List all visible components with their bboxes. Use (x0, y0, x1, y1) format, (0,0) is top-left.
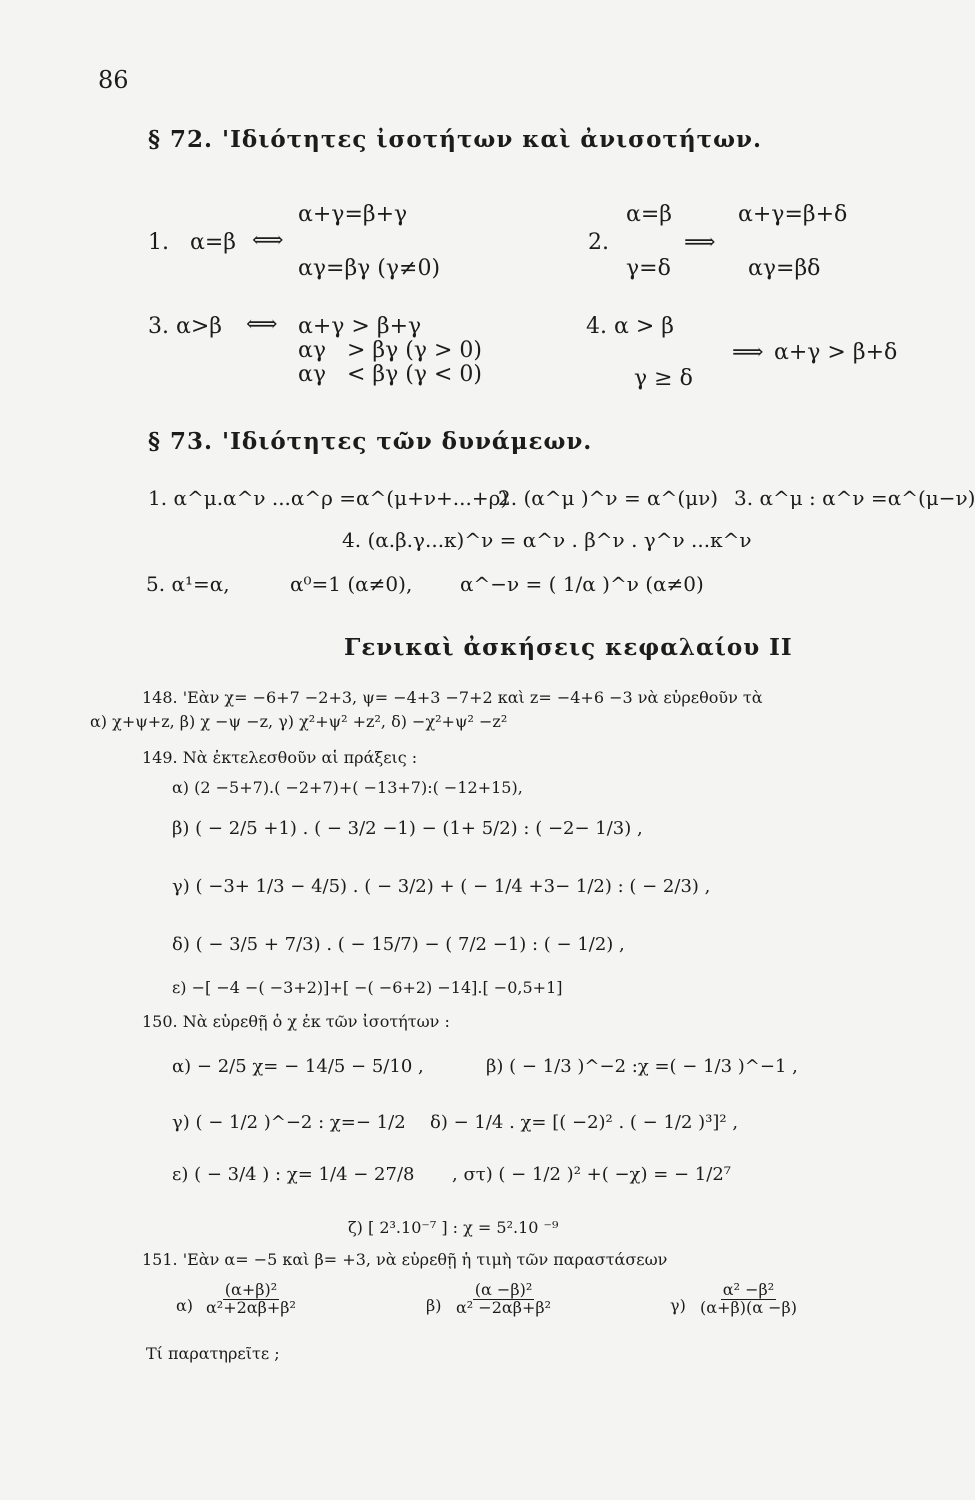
power-rule-5c: α^−ν = ( 1/α )^ν (α≠0) (460, 572, 704, 596)
prop3-line-2: αγ > βγ (γ > 0) (298, 338, 483, 363)
ex151-b-denominator: α² −2αβ+β² (456, 1297, 552, 1317)
ex150-z: ζ) [ 2³.10⁻⁷ ] : χ = 5².10 ⁻⁹ (348, 1218, 559, 1237)
prop1-bottom: αγ=βγ (γ≠0) (298, 256, 441, 281)
ex149-intro: 149. Νὰ ἐκτελεσθοῦν αἱ πράξεις : (142, 748, 418, 767)
prop2-number: 2. (588, 230, 609, 255)
implies-arrow-icon: ⟹ (732, 340, 764, 365)
prop3-lhs: 3. α>β (148, 314, 222, 339)
exercises-title: Γενικαὶ ἀσκήσεις κεφαλαίου II (344, 634, 793, 661)
prop1-number: 1. (148, 230, 169, 255)
prop2-bottom-right: αγ=βδ (748, 256, 821, 281)
ex150-d: δ) − 1/4 . χ= [( −2)² . ( − 1/2 )³]² , (430, 1112, 739, 1133)
section-72-title: § 72. 'Ιδιότητες ἰσοτήτων καὶ ἀνισοτήτων. (148, 126, 763, 153)
power-rule-5b: α⁰=1 (α≠0), (290, 572, 413, 596)
ex151-b-fraction (454, 1282, 553, 1317)
ex150-intro: 150. Νὰ εὑρεθῇ ὁ χ ἐκ τῶν ἰσοτήτων : (142, 1012, 450, 1031)
ex151-outro: Τί παρατηρεῖτε ; (146, 1344, 280, 1363)
ex151-g-denominator: (α+β)(α −β) (700, 1297, 797, 1317)
ex148-line-1: 148. 'Εὰν χ= −6+7 −2+3, ψ= −4+3 −7+2 καὶ z= −4+6 −3 νὰ εὑρεθοῦν τὰ (142, 688, 763, 707)
implies-arrow-icon: ⟹ (684, 230, 716, 255)
ex148-line-2: α) χ+ψ+z, β) χ −ψ −z, γ) χ²+ψ² +z², δ) −χ²+ψ² −z² (90, 712, 508, 731)
prop3-line-3: αγ < βγ (γ < 0) (298, 362, 483, 387)
prop4-line-2: γ ≥ δ (634, 366, 693, 391)
ex151-a-numerator: (α+β)² (224, 1280, 278, 1299)
prop2-bottom-left: γ=δ (626, 256, 671, 281)
ex149-d: δ) ( − 3/5 + 7/3) . ( − 15/7) − ( 7/2 −1) : ( − 1/2) , (172, 934, 625, 955)
power-rule-2: 2. (α^μ )^ν = α^(μν) (498, 486, 719, 510)
ex151-g-fraction (698, 1282, 799, 1317)
iff-arrow-icon: ⟺ (246, 312, 278, 337)
power-rule-5a: 5. α¹=α, (146, 572, 230, 596)
power-rule-3: 3. α^μ : α^ν =α^(μ−ν) (734, 486, 975, 510)
ex150-a: α) − 2/5 χ= − 14/5 − 5/10 , (172, 1056, 424, 1077)
ex151-b-label: β) (426, 1296, 442, 1315)
ex151-g-numerator: α² −β² (722, 1280, 775, 1299)
ex150-b: β) ( − 1/3 )^−2 :χ =( − 1/3 )^−1 , (486, 1056, 798, 1077)
prop2-top-left: α=β (626, 202, 673, 227)
prop4-rhs: α+γ > β+δ (774, 340, 898, 365)
ex149-e: ε) −[ −4 −( −3+2)]+[ −( −6+2) −14].[ −0,5+1] (172, 978, 563, 997)
power-rule-1: 1. α^μ.α^ν ...α^ρ =α^(μ+ν+...+ρ) (148, 486, 509, 510)
ex151-intro: 151. 'Εὰν α= −5 καὶ β= +3, νὰ εὑρεθῇ ἡ τιμὴ τῶν παραστάσεων (142, 1250, 668, 1269)
ex151-a-label: α) (176, 1296, 194, 1315)
ex151-b-numerator: (α −β)² (474, 1280, 533, 1299)
prop4-line-1: 4. α > β (586, 314, 674, 339)
ex149-g: γ) ( −3+ 1/3 − 4/5) . ( − 3/2) + ( − 1/4 +3− 1/2) : ( − 2/3) , (172, 876, 711, 897)
iff-arrow-icon: ⟺ (252, 228, 284, 253)
prop1-top: α+γ=β+γ (298, 202, 408, 227)
ex151-g-label: γ) (670, 1296, 686, 1315)
section-73-title: § 73. 'Ιδιότητες τῶν δυνάμεων. (148, 428, 593, 455)
ex149-a: α) (2 −5+7).( −2+7)+( −13+7):( −12+15), (172, 778, 523, 797)
ex150-e: ε) ( − 3/4 ) : χ= 1/4 − 27/8 (172, 1164, 415, 1185)
ex151-a-denominator: α²+2αβ+β² (206, 1297, 296, 1317)
ex149-b: β) ( − 2/5 +1) . ( − 3/2 −1) − (1+ 5/2) : ( −2− 1/3) , (172, 818, 643, 839)
prop3-line-1: α+γ > β+γ (298, 314, 422, 339)
ex150-st: , στ) ( − 1/2 )² +( −χ) = − 1/2⁷ (452, 1164, 731, 1185)
prop1-lhs: α=β (190, 230, 237, 255)
power-rule-4: 4. (α.β.γ...κ)^ν = α^ν . β^ν . γ^ν ...κ^ν (342, 528, 752, 552)
ex150-g: γ) ( − 1/2 )^−2 : χ=− 1/2 (172, 1112, 406, 1133)
ex151-a-fraction (204, 1282, 298, 1317)
prop2-top-right: α+γ=β+δ (738, 202, 848, 227)
page-number: 86 (98, 66, 129, 94)
